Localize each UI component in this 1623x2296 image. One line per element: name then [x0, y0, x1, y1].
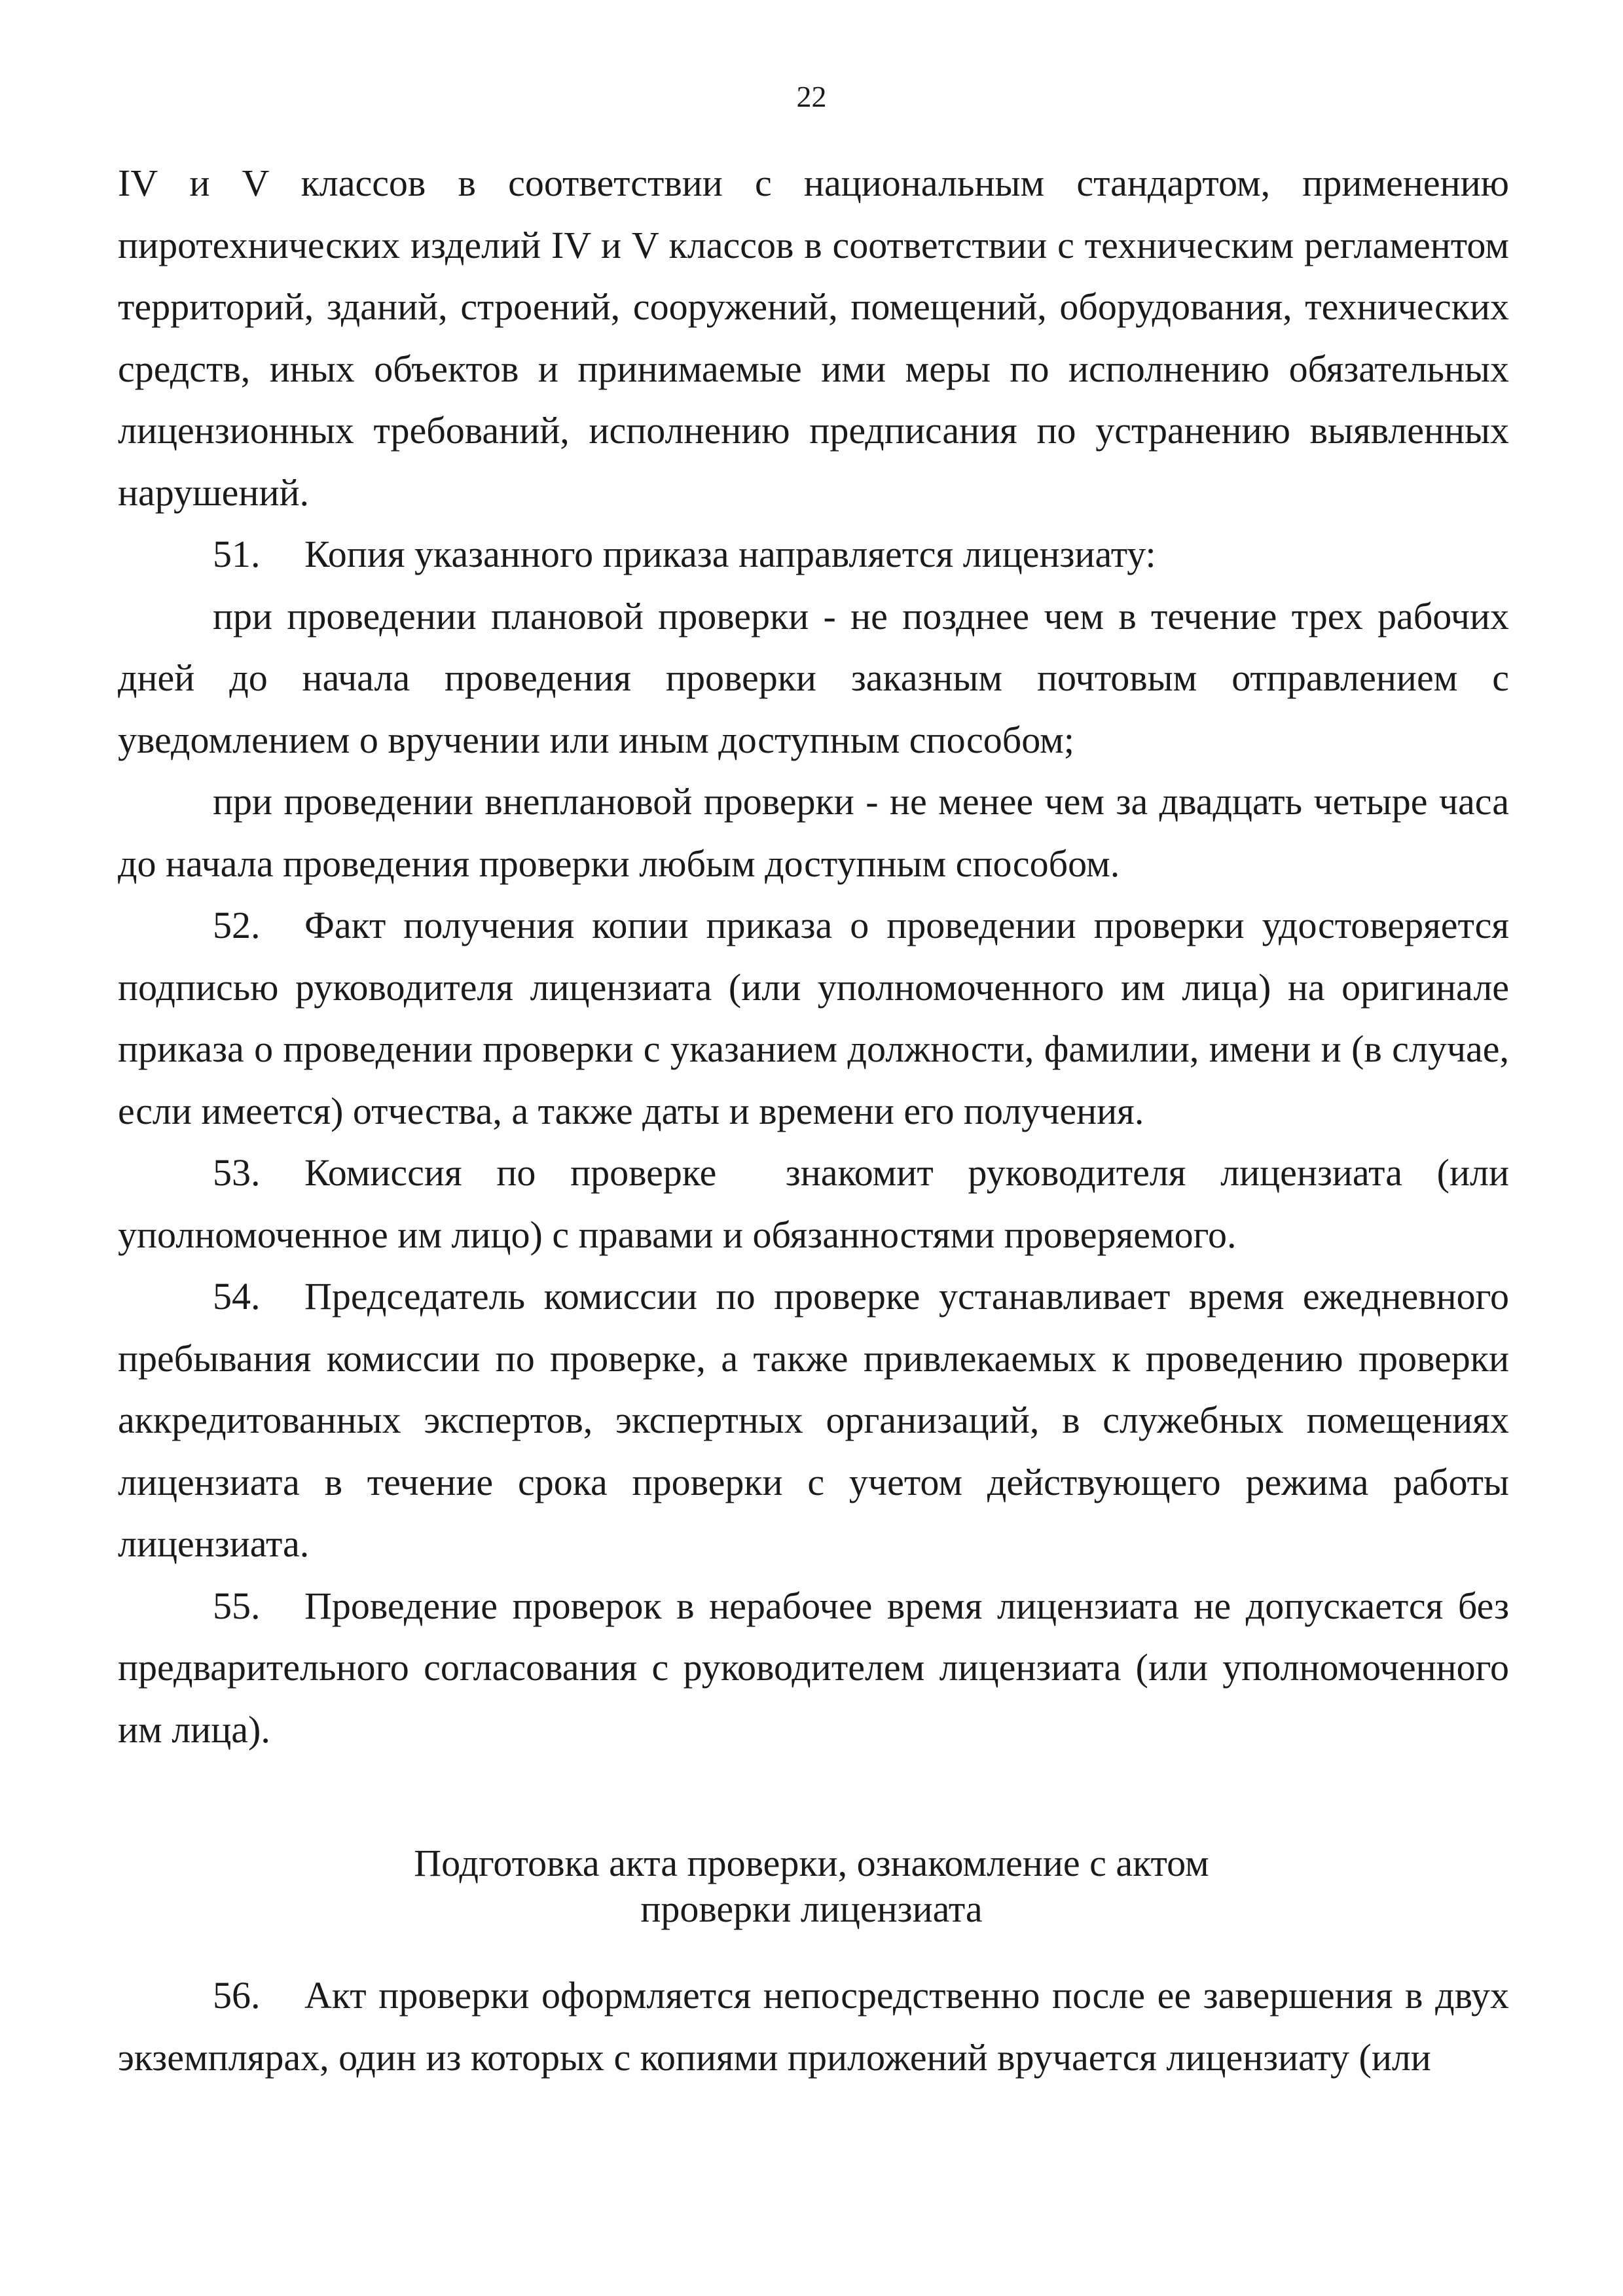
tail-text — [118, 1965, 1509, 2089]
page-number: 22 — [796, 80, 827, 113]
paragraph-number: 54. — [213, 1275, 261, 1318]
paragraph-number: 56. — [213, 1974, 261, 2017]
paragraph-52 — [118, 895, 1509, 1142]
paragraph-number: 53. — [213, 1151, 261, 1194]
paragraph-text: Председатель комиссии по проверке устанавливает время ежедневного пребывания комиссии по проверке, а также привлекаемых к проведению проверки аккредитованных экспертов, экспертных организаций, в служебных помещениях лицензиата в течение срока проверки с учетом действующего режима работы лицензиата. — [118, 1275, 1509, 1565]
paragraph-51-planned — [118, 586, 1509, 772]
paragraph-text: Комиссия по проверке знакомит руководителя лицензиата (или уполномоченное им лицо) с правами и обязанностями проверяемого. — [118, 1151, 1519, 1256]
paragraph-text: Акт проверки оформляется непосредственно после ее завершения в двух экземплярах, один из которых с копиями приложений вручается лицензиату (или — [118, 1974, 1509, 2079]
paragraph-53 — [118, 1142, 1519, 1266]
body-text — [118, 152, 1519, 1761]
paragraph-54 — [118, 1266, 1509, 1575]
paragraph-text: при проведении внеплановой проверки - не менее чем за двадцать четыре часа до начала проведения проверки любым доступным способом. — [118, 780, 1509, 885]
paragraph-number: 55. — [213, 1584, 261, 1627]
paragraph-text: Проведение проверок в нерабочее время лицензиата не допускается без предварительного согласования с руководителем лицензиата (или уполномоченного им лица). — [118, 1584, 1509, 1751]
paragraph-55 — [118, 1575, 1509, 1761]
paragraph-56 — [118, 1965, 1509, 2089]
paragraph-51-unplanned — [118, 771, 1509, 895]
paragraph-number: 51. — [213, 533, 261, 575]
paragraph-text: Копия указанного приказа направляется лицензиату: — [304, 533, 1156, 575]
section-heading — [0, 1840, 1623, 1932]
section-heading-line-2: проверки лицензиата — [640, 1888, 983, 1930]
section-heading-line-1: Подготовка акта проверки, ознакомление с актом — [414, 1842, 1209, 1884]
paragraph-number: 52. — [213, 904, 261, 946]
paragraph-continuation — [118, 152, 1509, 524]
paragraph-text: Факт получения копии приказа о проведении проверки удостоверяется подписью руководителя лицензиата (или уполномоченного им лица) на оригинале приказа о проведении проверки с указанием должности, фамилии, имени и (в случае, если имеется) отчества, а также даты и времени его получения. — [118, 904, 1509, 1132]
paragraph-text: IV и V классов в соответствии с национальным стандартом, применению пиротехнических изделий IV и V классов в соответствии с техническим регламентом территорий, зданий, строений, сооружений, помещений, оборудования, технических средств, иных объектов и принимаемые ими меры по исполнению обязательных лицензионных требований, исполнению предписания по устранению выявленных нарушений. — [118, 162, 1509, 514]
paragraph-51 — [118, 524, 1509, 586]
paragraph-text: при проведении плановой проверки - не позднее чем в течение трех рабочих дней до начала проведения проверки заказным почтовым отправлением с уведомлением о вручении или иным доступным способом; — [118, 594, 1509, 761]
